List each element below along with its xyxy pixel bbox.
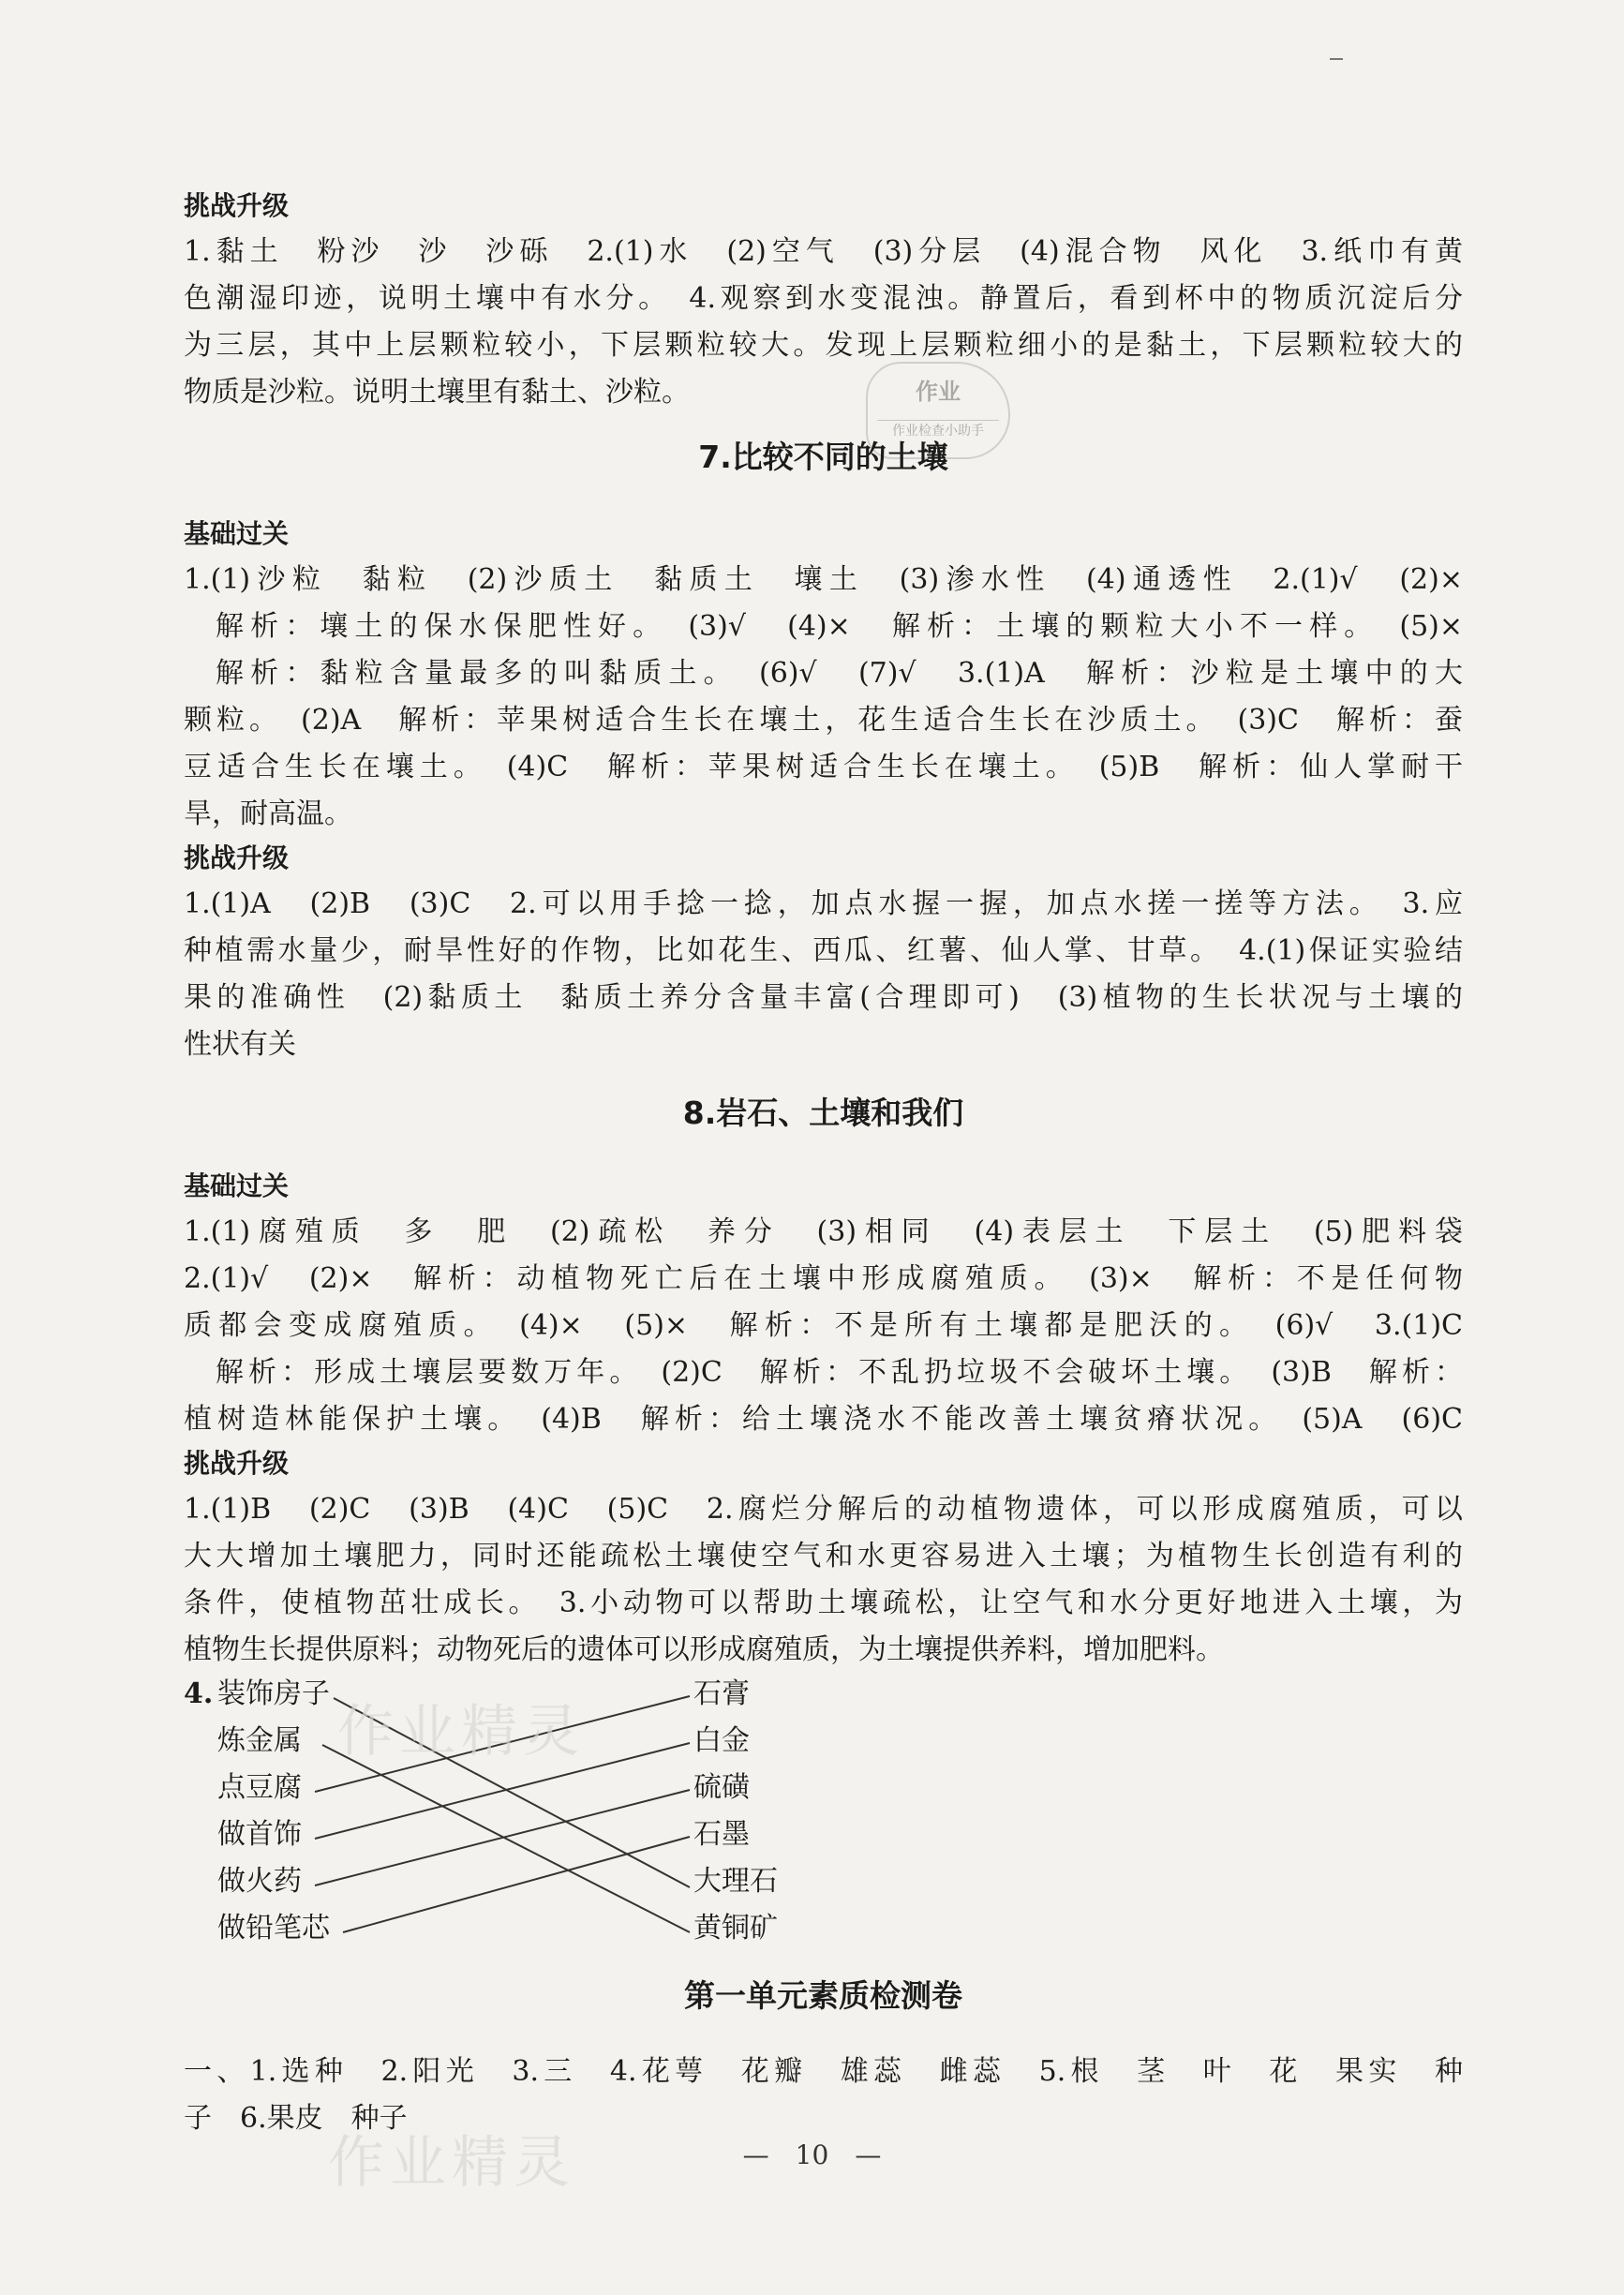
sec7-basic-heading: 基础过关 bbox=[184, 518, 290, 549]
sec7-challenge-block bbox=[184, 836, 1463, 1068]
sec1-heading: 挑战升级 bbox=[184, 190, 290, 221]
sec1-line: 物质是沙粒。说明土壤里有黏土、沙粒。 bbox=[184, 376, 690, 409]
match-right-item: 硫磺 bbox=[693, 1771, 750, 1804]
match-left-item: 炼金属 bbox=[217, 1724, 302, 1757]
sec7-challenge-line: 1.(1)A (2)B (3)C 2.可以用手捻一捻，加点水握一握，加点水搓一搓等方法。 3.应 bbox=[184, 887, 1463, 920]
stamp-sub-text: 作业检查小助手 bbox=[877, 420, 999, 440]
sec8-basic-line: 植树造林能保护土壤。 (4)B 解析：给土壤浇水不能改善土壤贫瘠状况。 (5)A (6)C bbox=[184, 1403, 1463, 1436]
watermark: 作业精灵 bbox=[337, 1699, 585, 1765]
sec7-basic-line: 解析：黏粒含量最多的叫黏质土。 (6)√ (7)√ 3.(1)A 解析：沙粒是土壤中的大 bbox=[216, 657, 1463, 690]
sec8-basic-line: 1.(1)腐殖质 多 肥 (2)疏松 养分 (3)相同 (4)表层土 下层土 (5)肥料袋 bbox=[184, 1215, 1463, 1248]
match-left-item: 做火药 bbox=[217, 1865, 302, 1898]
sec7-basic-line: 豆适合生长在壤土。 (4)C 解析：苹果树适合生长在壤土。 (5)B 解析：仙人掌耐干 bbox=[184, 751, 1463, 783]
sec8-challenge-line: 1.(1)B (2)C (3)B (4)C (5)C 2.腐烂分解后的动植物遗体，可以形成腐殖质，可以 bbox=[184, 1493, 1463, 1526]
unit-test-line: 一、1.选种 2.阳光 3.三 4.花萼 花瓣 雄蕊 雌蕊 5.根 茎 叶 花 果实 种 bbox=[184, 2055, 1463, 2088]
sec8-challenge-line: 大大增加土壤肥力，同时还能疏松土壤使空气和水更容易进入土壤；为植物生长创造有利的 bbox=[184, 1540, 1463, 1572]
sec7-challenge-line: 性状有关 bbox=[184, 1028, 296, 1061]
match-left-item: 做铅笔芯 bbox=[217, 1912, 330, 1945]
sec7-basic-block bbox=[184, 512, 1463, 838]
sec1-line: 1.黏土 粉沙 沙 沙砾 2.(1)水 (2)空气 (3)分层 (4)混合物 风化 3.纸巾有黄 bbox=[184, 235, 1463, 268]
match-right-item: 石膏 bbox=[693, 1677, 750, 1710]
watermark: 作业精灵 bbox=[328, 2130, 575, 2196]
sec1-block bbox=[184, 184, 1463, 416]
match-line-metal-chalcopyrite bbox=[322, 1745, 690, 1932]
sec8-challenge-line: 植物生长提供原料；动物死后的遗体可以形成腐殖质，为土壤提供养料，增加肥料。 bbox=[184, 1633, 1224, 1666]
sec8-basic-block bbox=[184, 1164, 1463, 1443]
sec8-basic-line: 解析：形成土壤层要数万年。 (2)C 解析：不乱扔垃圾不会破坏土壤。 (3)B 解析： bbox=[216, 1356, 1463, 1389]
sec7-basic-line: 1.(1)沙粒 黏粒 (2)沙质土 黏质土 壤土 (3)渗水性 (4)通透性 2.(1)√ (2)× bbox=[184, 563, 1463, 596]
match-left-item: 做首饰 bbox=[217, 1818, 302, 1851]
sec7-challenge-line: 果的准确性 (2)黏质土 黏质土养分含量丰富(合理即可) (3)植物的生长状况与土壤的 bbox=[184, 981, 1463, 1014]
match-right-item: 大理石 bbox=[693, 1865, 778, 1898]
crop-mark bbox=[1330, 58, 1343, 60]
sec8-challenge-line: 条件，使植物茁壮成长。 3.小动物可以帮助土壤疏松，让空气和水分更好地进入土壤，为 bbox=[184, 1587, 1463, 1619]
page-number-value: 10 bbox=[795, 2139, 829, 2170]
match-left-item: 装饰房子 bbox=[217, 1677, 330, 1710]
page-number: — 10 — bbox=[742, 2139, 882, 2170]
match-right-item: 白金 bbox=[693, 1724, 750, 1757]
sec7-challenge-heading: 挑战升级 bbox=[184, 842, 290, 873]
sec8-challenge-block bbox=[184, 1441, 1463, 1674]
section8-title: 8.岩石、土壤和我们 bbox=[682, 1095, 964, 1131]
match-number: 4. bbox=[184, 1677, 214, 1710]
match-line-pencil-graphite bbox=[343, 1837, 690, 1932]
sec7-challenge-line: 种植需水量少，耐旱性好的作物，比如花生、西瓜、红薯、仙人掌、甘草。 4.(1)保证实验结 bbox=[184, 934, 1463, 967]
unit-test-title: 第一单元素质检测卷 bbox=[684, 1977, 962, 2014]
sec8-challenge-heading: 挑战升级 bbox=[184, 1448, 290, 1479]
section7-title: 7.比较不同的土壤 bbox=[698, 439, 948, 475]
match-right-item: 石墨 bbox=[693, 1818, 750, 1851]
sec7-basic-line: 旱，耐高温。 bbox=[184, 797, 352, 830]
sec1-line: 色潮湿印迹，说明土壤中有水分。 4.观察到水变混浊。静置后，看到杯中的物质沉淀后分 bbox=[184, 282, 1463, 315]
sec8-basic-heading: 基础过关 bbox=[184, 1170, 290, 1201]
sec8-basic-line: 质都会变成腐殖质。 (4)× (5)× 解析：不是所有土壤都是肥沃的。 (6)√ 3.(1)C bbox=[184, 1309, 1463, 1342]
unit-test-line: 子 6.果皮 种子 bbox=[184, 2102, 408, 2135]
sec8-basic-line: 2.(1)√ (2)× 解析：动植物死亡后在土壤中形成腐殖质。 (3)× 解析：不是任何物 bbox=[184, 1262, 1463, 1295]
match-right-item: 黄铜矿 bbox=[693, 1912, 778, 1945]
sec7-basic-line: 颗粒。 (2)A 解析：苹果树适合生长在壤土，花生适合生长在沙质土。 (3)C 解析：蚕 bbox=[184, 704, 1463, 737]
sec1-line: 为三层，其中上层颗粒较小，下层颗粒较大。发现上层颗粒细小的是黏土，下层颗粒较大的 bbox=[184, 329, 1463, 362]
match-left-item: 点豆腐 bbox=[217, 1771, 302, 1804]
match-line-gunpowder-sulfur bbox=[315, 1790, 690, 1885]
sec7-basic-line: 解析：壤土的保水保肥性好。 (3)√ (4)× 解析：土壤的颗粒大小不一样。 (5)× bbox=[216, 610, 1463, 643]
stamp-main-text: 作业 bbox=[916, 379, 961, 405]
